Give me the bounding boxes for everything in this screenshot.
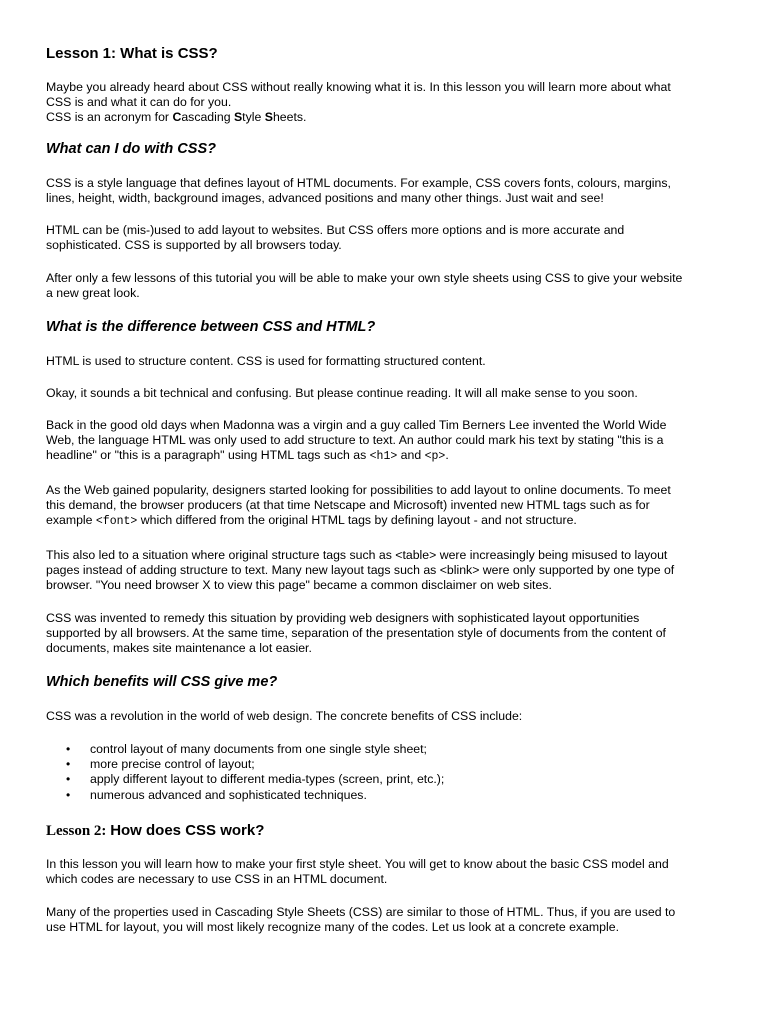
text-line: documents, makes site maintenance a lot easier. [46,641,312,656]
acronym-letter-s: S [233,110,243,125]
paragraph [46,354,726,369]
lesson-1-heading: Lesson 1: What is CSS? [46,45,218,62]
text-line: Web, the language HTML was only used to add structure to text. An author could mark his text by stating "this is a [46,433,664,448]
list-item-text: apply different layout to different media-types (screen, print, etc.); [90,772,445,787]
text-line: Maybe you already heard about CSS without really knowing what it is. In this lesson you will learn more about what [46,80,671,94]
text-line: lines, height, width, background images, advanced positions and many other things. Just wait and see! [46,191,604,206]
text-line: a new great look. [46,286,140,301]
code-tag-h1: <h1> [369,450,398,464]
paragraph [46,223,726,253]
bullet-icon: • [66,772,71,787]
text-run: and [397,448,425,463]
text-line: CSS was a revolution in the world of web design. The concrete benefits of CSS include: [46,709,523,723]
paragraph [46,905,726,935]
text-line: HTML can be (mis-)used to add layout to websites. But CSS offers more options and is more accurate and [46,223,625,237]
bullet-icon: • [66,742,71,756]
section-heading-benefits: Which benefits will CSS give me? [46,674,278,690]
list-item [46,757,444,772]
text-line: This also led to a situation where original structure tags such as <table> were increasingly being misused to layout [46,548,668,562]
code-tag-font: <font> [95,515,138,529]
paragraph [46,386,726,401]
paragraph [46,483,726,530]
text-line: supported by all browsers. At the same time, separation of the presentation style of documents from the content of [46,626,666,641]
benefits-list [46,742,444,803]
text-line: CSS is and what it can do for you. [46,95,232,110]
text-run: example [46,513,96,528]
text-line: After only a few lessons of this tutorial you will be able to make your own style sheets using CSS to give your website [46,271,683,285]
text-line: CSS was invented to remedy this situation by providing web designers with sophisticated layout opportunities [46,611,640,625]
code-tag-p: <p> [424,450,446,464]
list-item-text: numerous advanced and sophisticated techniques. [90,787,367,802]
paragraph [46,857,726,887]
text-line: pages instead of adding structure to text. Many new layout tags such as <blink> were only supported by one type of [46,563,675,578]
text-line: Back in the good old days when Madonna was a virgin and a guy called Tim Berners Lee invented the World Wide [46,418,667,432]
list-item-text: more precise control of layout; [90,757,255,772]
paragraph [46,418,726,465]
bullet-icon: • [66,757,71,772]
acronym-word-part: ascading [181,110,234,125]
bullet-icon: • [66,787,71,802]
text-line: Okay, it sounds a bit technical and confusing. But please continue reading. It will all make sense to you soon. [46,386,638,400]
text-run: which differed from the original HTML tags by defining layout - and not structure. [137,513,577,528]
lesson-2-heading [46,822,264,840]
text-line: use HTML for layout, you will most likely recognize many of the codes. Let us look at a concrete example. [46,920,619,935]
text-line: sophisticated. CSS is supported by all browsers today. [46,238,342,253]
paragraph [46,709,726,724]
acronym-word-part: heets. [272,110,307,125]
list-item [46,742,444,757]
acronym-word-part: tyle [242,110,265,125]
acronym-letter-c: C [172,110,182,125]
acronym-prefix: CSS is an acronym for [46,110,173,125]
text-line: Many of the properties used in Cascading Style Sheets (CSS) are similar to those of HTML. Thus, if you are used to [46,905,676,919]
lesson-2-heading-prefix: Lesson 2: [46,823,111,839]
lesson-2-heading-rest: How does CSS work? [110,822,265,839]
text-line: In this lesson you will learn how to make your first style sheet. You will get to know about the basic CSS model and [46,857,669,871]
section-heading-what-can: What can I do with CSS? [46,141,216,157]
text-run: . [445,448,449,463]
paragraph [46,176,726,206]
paragraph [46,611,726,657]
text-line: As the Web gained popularity, designers started looking for possibilities to add layout to online documents. To meet [46,483,671,497]
paragraph [46,548,726,594]
text-line: CSS is a style language that defines layout of HTML documents. For example, CSS covers fonts, colours, margins, [46,176,671,190]
lesson-1-intro [46,80,726,126]
acronym-line [46,110,726,125]
text-line: HTML is used to structure content. CSS is used for formatting structured content. [46,354,486,368]
text-run: headline" or "this is a paragraph" using HTML tags such as [46,448,370,463]
list-item-text: control layout of many documents from one single style sheet; [90,742,427,756]
text-line [46,513,726,529]
text-line: browser. "You need browser X to view this page" became a common disclaimer on web sites. [46,578,552,593]
list-item [46,772,444,787]
acronym-letter-s2: S [264,110,273,125]
text-line: this demand, the browser producers (at that time Netscape and Microsoft) invented new HTML tags such as for [46,498,650,513]
text-line: which codes are necessary to use CSS in an HTML document. [46,872,388,887]
section-heading-difference: What is the difference between CSS and HTML? [46,319,376,335]
text-line [46,448,726,464]
list-item [46,788,444,803]
paragraph [46,271,726,301]
